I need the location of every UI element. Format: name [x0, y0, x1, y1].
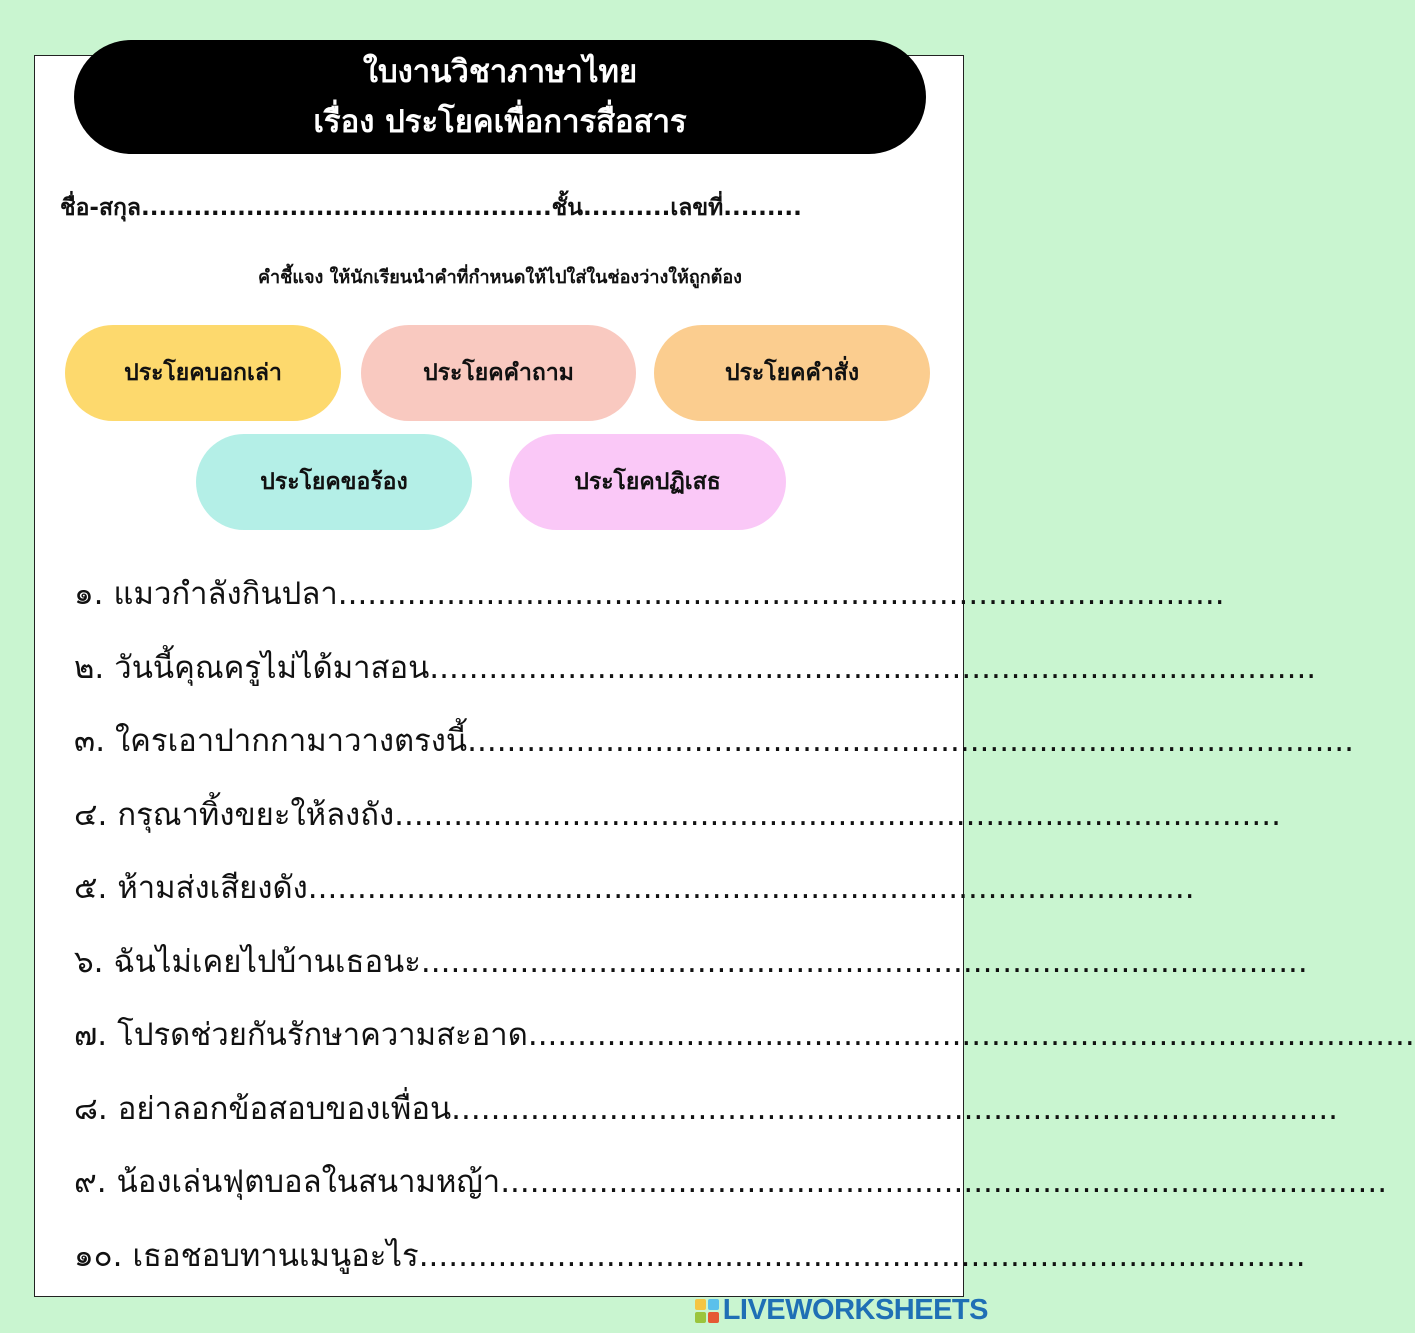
list-item	[74, 632, 1317, 706]
item-text: ห้ามส่งเสียงดัง	[117, 870, 308, 906]
answer-blank[interactable]: ..........................................................................................	[394, 796, 1281, 833]
item-number: ๙.	[74, 1164, 107, 1200]
list-item	[74, 779, 1281, 853]
watermark-text: LIVEWORKSHEETS	[722, 1294, 988, 1326]
list-item	[74, 852, 1195, 926]
item-number: ๒.	[74, 649, 105, 686]
item-number: ๑.	[74, 576, 104, 612]
item-text: น้องเล่นฟุตบอลในสนามหญ้า	[116, 1164, 501, 1200]
answer-blank[interactable]: ..........................................................................................	[420, 943, 1308, 980]
answer-blank[interactable]: ..........................................................................................	[337, 576, 1225, 612]
item-number: ๓.	[74, 723, 106, 759]
student-info-row: ชื่อ-สกุล...............................................ชั้น..........เลขที่.........	[60, 195, 802, 221]
title-banner	[74, 40, 926, 154]
worksheet-subtitle: เรื่อง ประโยคเพื่อการสื่อสาร	[313, 104, 687, 140]
item-number: ๑๐.	[74, 1237, 123, 1274]
choice-negative[interactable]: ประโยคปฏิเสธ	[509, 434, 786, 530]
list-item	[74, 558, 1225, 632]
answer-blank[interactable]: ..........................................................................................	[527, 1017, 1415, 1053]
list-item	[74, 1220, 1306, 1294]
liveworksheets-watermark[interactable]	[695, 1294, 988, 1327]
item-text: ฉันไม่เคยไปบ้านเธอนะ	[113, 943, 421, 980]
list-item	[74, 926, 1308, 1000]
item-number: ๗.	[74, 1017, 108, 1053]
item-text: โปรดช่วยกันรักษาความสะอาด	[117, 1017, 528, 1053]
choice-command[interactable]: ประโยคคำสั่ง	[654, 325, 930, 421]
item-number: ๖.	[74, 943, 104, 980]
liveworksheets-logo-icon	[695, 1299, 719, 1323]
choice-statement[interactable]: ประโยคบอกเล่า	[65, 325, 341, 421]
item-text: อย่าลอกข้อสอบของเพื่อน	[117, 1090, 452, 1127]
item-text: วันนี้คุณครูไม่ได้มาสอน	[114, 649, 430, 686]
answer-blank[interactable]: ..........................................................................................	[429, 649, 1317, 686]
list-item	[74, 1073, 1339, 1147]
item-number: ๔.	[74, 796, 108, 833]
item-text: กรุณาทิ้งขยะให้ลงถัง	[117, 796, 395, 833]
answer-blank[interactable]: ..........................................................................................	[467, 723, 1355, 759]
item-number: ๘.	[74, 1090, 108, 1127]
choice-question[interactable]: ประโยคคำถาม	[361, 325, 636, 421]
answer-blank[interactable]: ..........................................................................................	[451, 1090, 1339, 1127]
item-text: แมวกำลังกินปลา	[113, 576, 338, 612]
item-number: ๕.	[74, 870, 108, 906]
answer-blank[interactable]: ..........................................................................................	[418, 1237, 1306, 1274]
item-text: ใครเอาปากกามาวางตรงนี้	[115, 723, 468, 759]
answer-blank[interactable]: ..........................................................................................	[500, 1164, 1388, 1200]
list-item	[74, 705, 1355, 779]
choice-request[interactable]: ประโยคขอร้อง	[196, 434, 472, 530]
list-item	[74, 999, 1415, 1073]
sentence-list	[74, 558, 1415, 1293]
answer-blank[interactable]: ..........................................................................................	[307, 870, 1195, 906]
instructions: คำชี้แจง ให้นักเรียนนำคำที่กำหนดให้ไปใส่ในช่องว่างให้ถูกต้อง	[258, 267, 742, 288]
list-item	[74, 1146, 1388, 1220]
worksheet-title: ใบงานวิชาภาษาไทย	[362, 54, 638, 90]
item-text: เธอชอบทานเมนูอะไร	[132, 1237, 419, 1274]
